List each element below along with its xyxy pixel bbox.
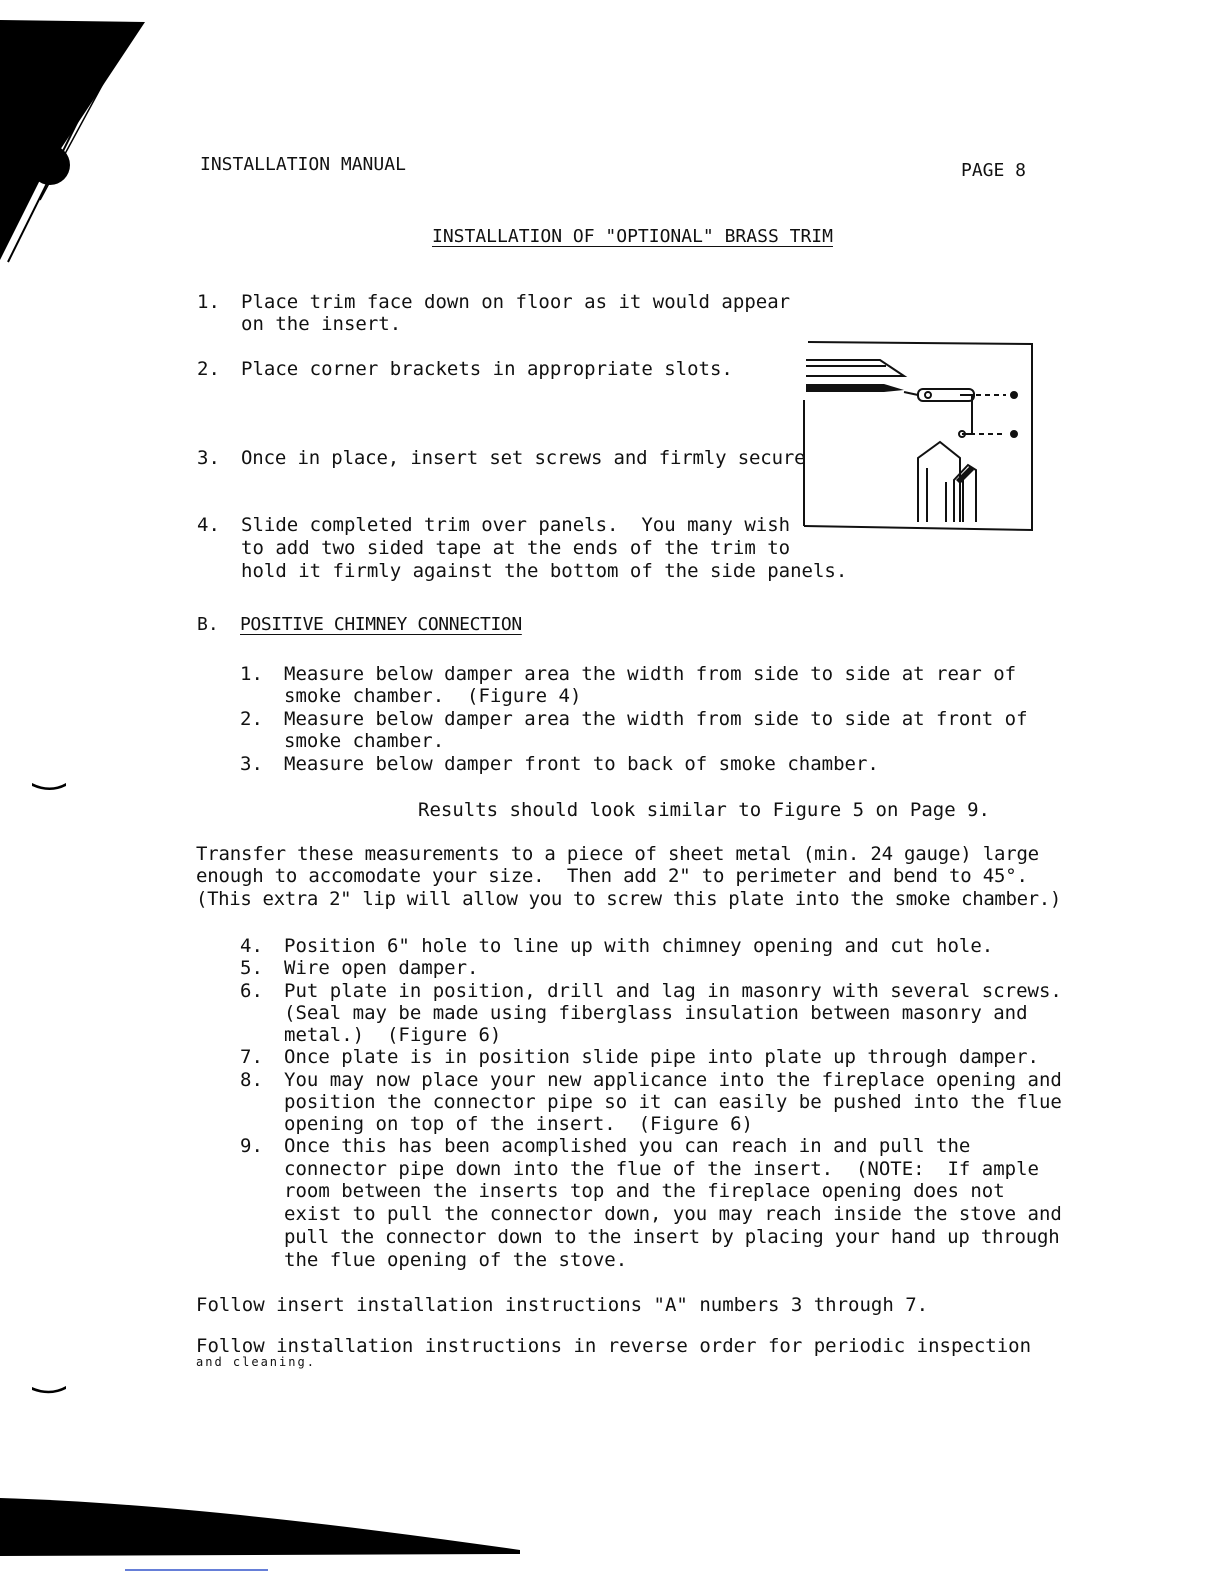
step-text: Place corner brackets in appropriate slots. <box>241 358 733 380</box>
step-text: Wire open damper. <box>284 957 479 979</box>
step-text: Put plate in position, drill and lag in masonry with several screws. <box>284 980 1062 1002</box>
step-number: 3. <box>197 447 220 469</box>
step-text: You may now place your new applicance into the fireplace opening and <box>284 1069 1062 1091</box>
step-text: to add two sided tape at the ends of the trim to <box>241 537 791 559</box>
step-number: 7. <box>240 1046 263 1068</box>
step-text: Slide completed trim over panels. You many wish <box>241 514 791 536</box>
paragraph-line: (This extra 2" lip will allow you to screw this plate into the smoke chamber.) <box>196 888 1061 910</box>
step-text: smoke chamber. <box>284 730 445 752</box>
step-text: Place trim face down on floor as it would appear <box>241 291 791 313</box>
step-text: smoke chamber. (Figure 4) <box>284 685 582 707</box>
step-text: metal.) (Figure 6) <box>284 1024 502 1046</box>
step-text: Once this has been acomplished you can reach in and pull the <box>284 1135 971 1157</box>
follow-reverse-order: Follow installation instructions in reverse order for periodic inspection <box>196 1335 1032 1357</box>
step-text: Measure below damper area the width from side to side at front of <box>284 708 1028 730</box>
step-text: opening on top of the insert. (Figure 6) <box>284 1113 753 1135</box>
brass-trim-bracket-figure <box>800 330 1034 532</box>
step-text: exist to pull the connector down, you may reach inside the stove and <box>284 1203 1062 1225</box>
step-text: Measure below damper front to back of smoke chamber. <box>284 753 879 775</box>
step-text: on the insert. <box>241 313 402 335</box>
paragraph-line: Transfer these measurements to a piece of sheet metal (min. 24 gauge) large <box>196 843 1039 865</box>
results-note: Results should look similar to Figure 5 on Page 9. <box>418 799 990 821</box>
step-number: 2. <box>197 358 220 380</box>
step-number: 2. <box>240 708 263 730</box>
step-number: 1. <box>197 291 220 313</box>
step-text: Measure below damper area the width from side to side at rear of <box>284 663 1017 685</box>
step-text: pull the connector down to the insert by placing your hand up through <box>284 1226 1060 1248</box>
step-text: position the connector pipe so it can easily be pushed into the flue <box>284 1091 1062 1113</box>
paragraph-line: enough to accomodate your size. Then add 2" to perimeter and bend to 45°. <box>196 865 1028 887</box>
chimney-section-heading: POSITIVE CHIMNEY CONNECTION <box>240 614 522 635</box>
section-letter: B. <box>197 614 219 635</box>
step-text: hold it firmly against the bottom of the side panels. <box>241 560 848 582</box>
scan-artifact-bottom <box>0 1490 540 1584</box>
step-text: room between the inserts top and the fireplace opening does not <box>284 1180 1005 1202</box>
manual-title: INSTALLATION MANUAL <box>200 154 406 175</box>
step-number: 9. <box>240 1135 263 1157</box>
step-number: 4. <box>240 935 263 957</box>
step-number: 6. <box>240 980 263 1002</box>
page-number: PAGE 8 <box>961 160 1027 181</box>
step-number: 8. <box>240 1069 263 1091</box>
follow-insert-instructions: Follow insert installation instructions "A" numbers 3 through 7. <box>196 1294 929 1316</box>
step-text: Once in place, insert set screws and firmly secure <box>241 447 806 469</box>
step-text: Position 6" hole to line up with chimney opening and cut hole. <box>284 935 994 957</box>
trim-section-heading: INSTALLATION OF "OPTIONAL" BRASS TRIM <box>432 226 833 247</box>
follow-reverse-order-cont: and cleaning. <box>196 1355 316 1369</box>
step-number: 4. <box>197 514 220 536</box>
step-number: 5. <box>240 957 263 979</box>
scan-artifact-top-left <box>0 0 160 290</box>
step-text: the flue opening of the stove. <box>284 1249 628 1271</box>
step-text: connector pipe down into the flue of the insert. (NOTE: If ample <box>284 1158 1039 1180</box>
scan-mark-left-2 <box>30 1384 70 1396</box>
step-text: Once plate is in position slide pipe into plate up through damper. <box>284 1046 1039 1068</box>
step-number: 3. <box>240 753 263 775</box>
scan-mark-left-1 <box>30 780 70 792</box>
step-number: 1. <box>240 663 263 685</box>
step-text: (Seal may be made using fiberglass insulation between masonry and <box>284 1002 1028 1024</box>
